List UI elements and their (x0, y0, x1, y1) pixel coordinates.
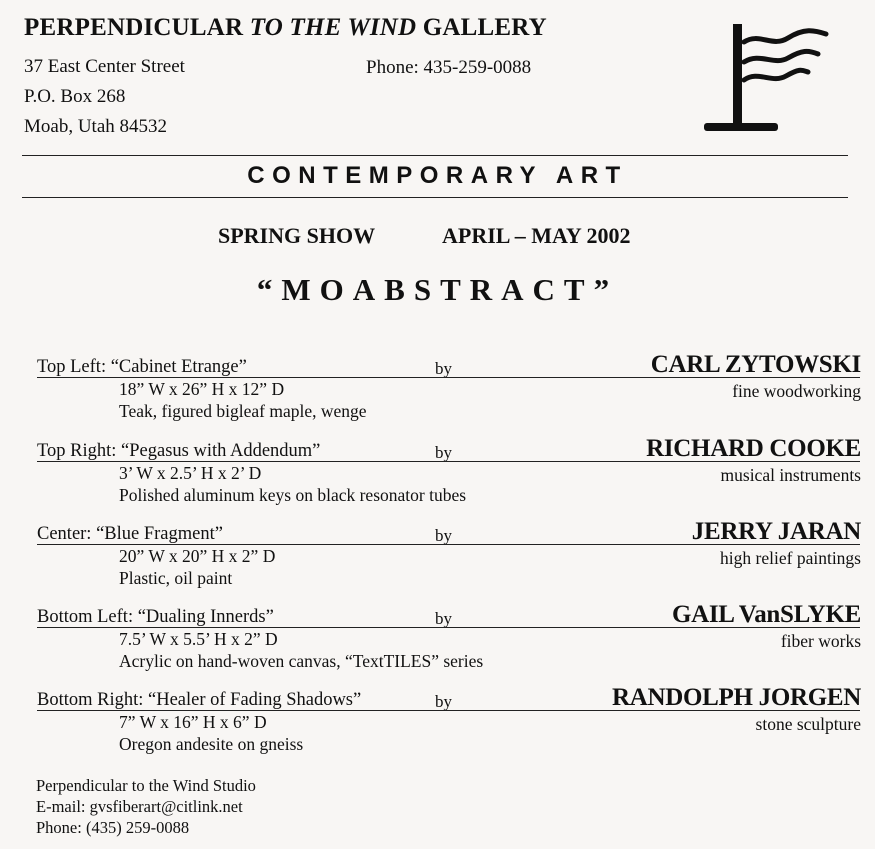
work-dimensions: 18” W x 26” H x 12” D (119, 379, 285, 399)
heading-rule (22, 197, 848, 198)
work-materials: Polished aluminum keys on black resonator tubes (119, 485, 467, 505)
artist-name: GAIL VanSLYKE (671, 601, 861, 628)
address-city: Moab, Utah 84532 (24, 116, 168, 137)
address-po-box: P.O. Box 268 (24, 86, 126, 107)
artist-craft: stone sculpture (755, 714, 861, 734)
footer-phone: Phone: (435) 259-0088 (36, 818, 190, 837)
gallery-name-part1: PERPENDICULAR (24, 14, 244, 41)
footer-email[interactable]: E-mail: gvsfiberart@citlink.net (36, 797, 243, 816)
address-street: 37 East Center Street (24, 56, 185, 77)
work-dimensions: 7.5’ W x 5.5’ H x 2” D (119, 629, 278, 649)
entry-rule (37, 710, 860, 711)
artist-name: RICHARD COOKE (646, 435, 861, 462)
entry-rule (37, 377, 860, 378)
work-entry (0, 684, 875, 774)
work-title: Top Left: “Cabinet Etrange” (37, 357, 247, 377)
by-label: by (435, 526, 452, 545)
exhibit-title: “MOABSTRACT” (256, 272, 619, 307)
artist-craft: fine woodworking (732, 381, 861, 401)
work-entry (0, 601, 875, 691)
work-entry (0, 351, 875, 441)
by-label: by (435, 443, 452, 462)
entry-rule (37, 461, 860, 462)
by-label: by (435, 609, 452, 628)
work-dimensions: 3’ W x 2.5’ H x 2’ D (119, 463, 262, 483)
artist-craft: fiber works (780, 631, 861, 651)
work-title: Top Right: “Pegasus with Addendum” (37, 441, 321, 461)
section-heading: CONTEMPORARY ART (247, 162, 628, 189)
top-rule (22, 155, 848, 156)
work-title: Bottom Left: “Dualing Innerds” (37, 607, 274, 627)
wind-flag-icon (700, 20, 830, 135)
work-materials: Oregon andesite on gneiss (119, 734, 304, 754)
by-label: by (435, 692, 452, 711)
show-dates: APRIL – MAY 2002 (442, 223, 631, 248)
by-label: by (435, 359, 452, 378)
artist-craft: musical instruments (720, 465, 861, 485)
gallery-name (24, 14, 547, 42)
gallery-name-part2: GALLERY (422, 14, 547, 41)
work-materials: Acrylic on hand-woven canvas, “TextTILES” series (119, 651, 484, 671)
artist-craft: high relief paintings (720, 548, 861, 568)
work-entry (0, 518, 875, 608)
work-materials: Teak, figured bigleaf maple, wenge (119, 401, 367, 421)
gallery-phone: Phone: 435-259-0088 (366, 57, 532, 78)
show-name: SPRING SHOW (218, 223, 376, 248)
work-title: Center: “Blue Fragment” (37, 524, 223, 544)
artist-name: RANDOLPH JORGEN (612, 684, 861, 711)
entry-rule (37, 627, 860, 628)
work-entry (0, 435, 875, 525)
footer-studio: Perpendicular to the Wind Studio (36, 776, 256, 795)
gallery-name-italic: TO THE WIND (249, 14, 417, 41)
artist-name: JERRY JARAN (691, 518, 861, 545)
work-title: Bottom Right: “Healer of Fading Shadows” (37, 690, 362, 710)
artist-name: CARL ZYTOWSKI (650, 351, 861, 378)
entry-rule (37, 544, 860, 545)
work-dimensions: 7” W x 16” H x 6” D (119, 712, 267, 732)
work-dimensions: 20” W x 20” H x 2” D (119, 546, 276, 566)
work-materials: Plastic, oil paint (119, 568, 233, 588)
